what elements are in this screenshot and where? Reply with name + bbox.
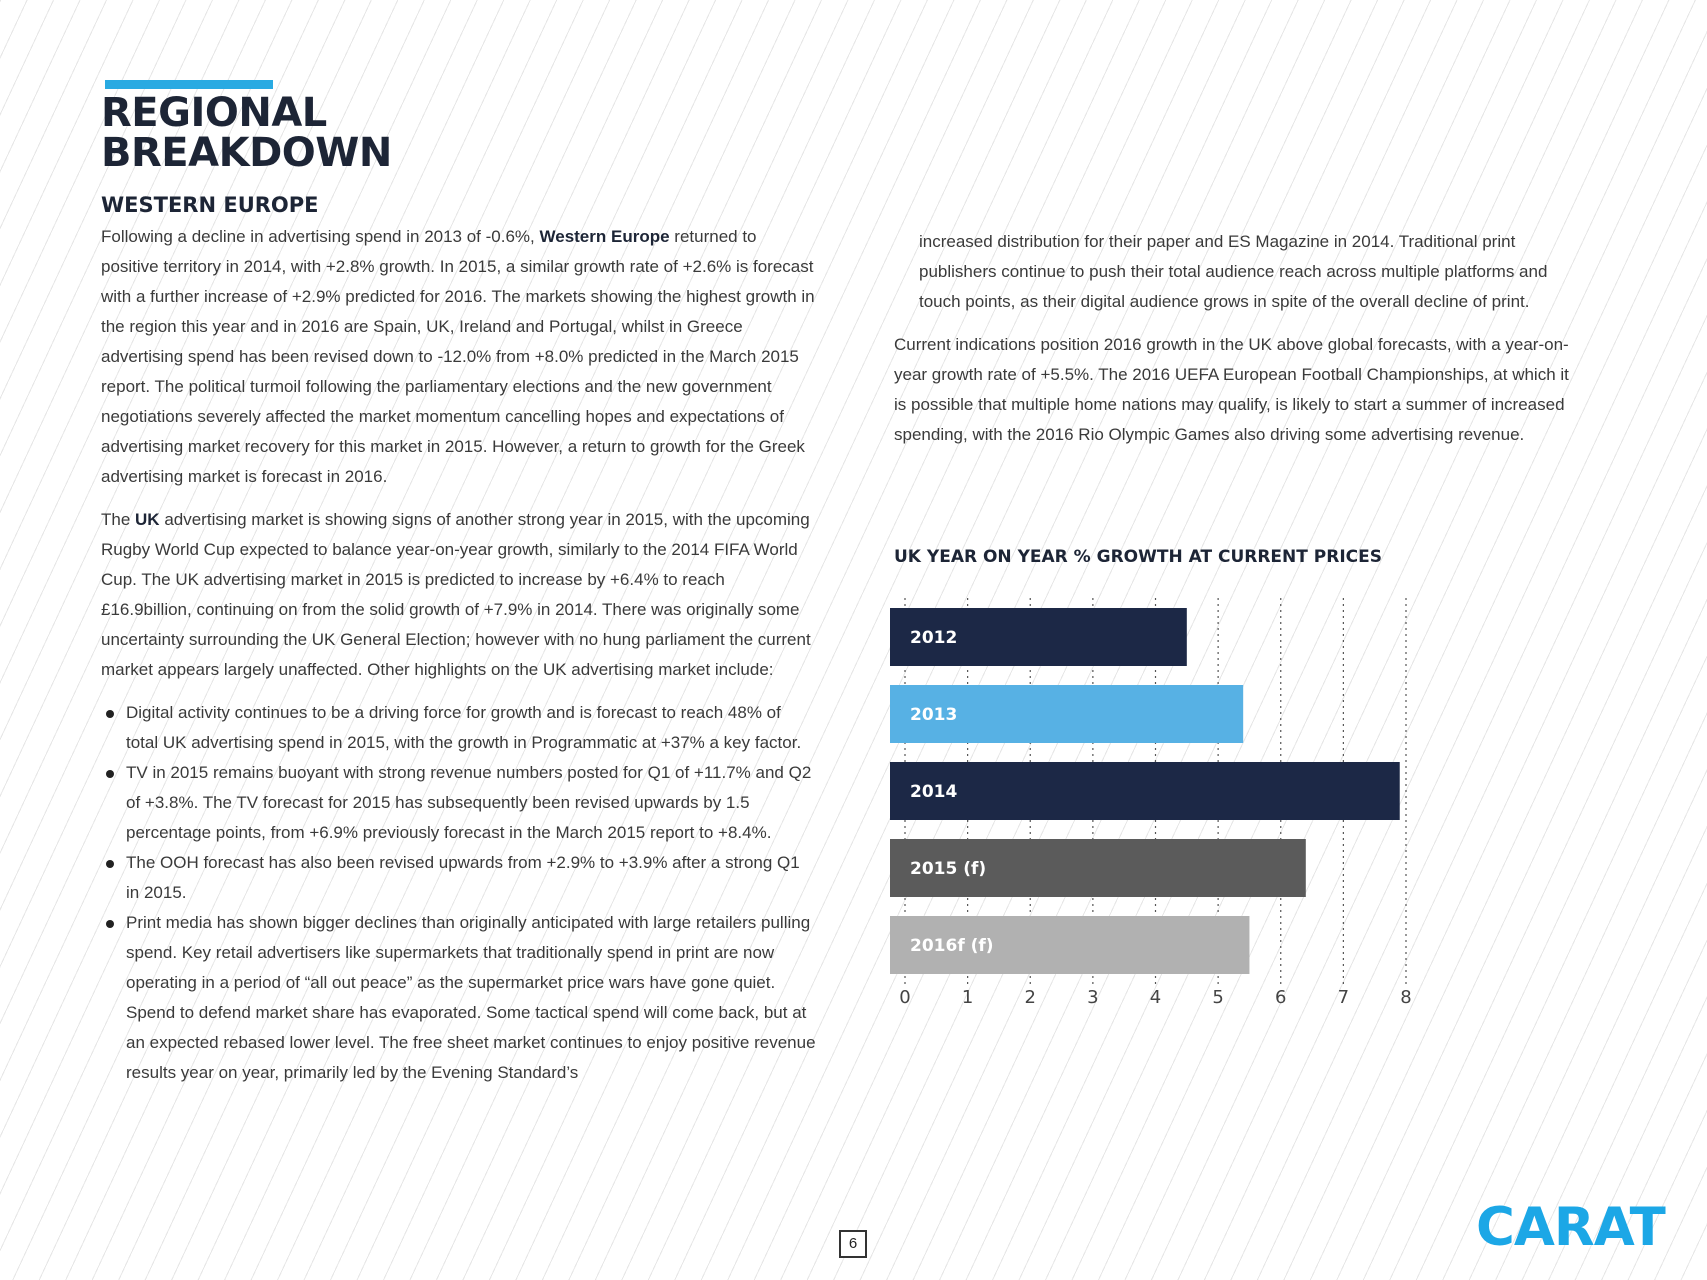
bar-label: 2015 (f) (910, 859, 987, 879)
uk-text-start: The (101, 510, 136, 529)
bar (890, 762, 1400, 820)
page-title-line-2: BREAKDOWN (101, 130, 392, 176)
bar-label: 2013 (910, 705, 958, 725)
section-heading: WESTERN EUROPE (101, 193, 319, 217)
list-item: Print media has shown bigger declines than originally anticipated with large retailers pulling spend. Key retail advertisers like supermarkets that traditionally spend in print are now operating in a period of “all out peace” as the supermarket price wars have gone quiet. Spend to defend market share has evaporated. Some tactical spend will come back, but at an expected rebased lower level. The free sheet market continues to enjoy positive revenue results year on year, primarily led by the Evening Standard’s (101, 908, 816, 1088)
page-title (101, 90, 392, 176)
intro-paragraph (101, 222, 816, 492)
chart-title: UK YEAR ON YEAR % GROWTH AT CURRENT PRICES (894, 547, 1382, 567)
intro-text-start: Following a decline in advertising spend in 2013 of -0.6%, (101, 227, 540, 246)
bar-label: 2012 (910, 628, 958, 648)
x-tick-label: 5 (1212, 987, 1224, 1008)
intro-text-rest: returned to positive territory in 2014, with +2.8% growth. In 2015, a similar growth rate of +2.6% is forecast with a further increase of +2.9% predicted for 2016. The markets showing the highest growth in the region this year and in 2016 are Spain, UK, Ireland and Portugal, whilst in Greece advertising spend has been revised down to -12.0% from +8.0% predicted in the March 2015 report. The political turmoil following the parliamentary elections and the new government negotiations severely affected the market momentum cancelling hopes and expectations of advertising market recovery for this market in 2015. However, a return to growth for the Greek advertising market is forecast in 2016. (101, 227, 815, 486)
list-item: Digital activity continues to be a driving force for growth and is forecast to reach 48% of total UK advertising spend in 2015, with the growth in Programmatic at +37% a key factor. (101, 698, 816, 758)
title-accent-bar (105, 80, 273, 89)
page-title-line-1: REGIONAL (101, 90, 327, 136)
x-tick-label: 0 (899, 987, 911, 1008)
x-tick-label: 7 (1337, 987, 1350, 1008)
x-tick-label: 6 (1275, 987, 1287, 1008)
list-item: TV in 2015 remains buoyant with strong revenue numbers posted for Q1 of +11.7% and Q2 of +3.8%. The TV forecast for 2015 has subsequently been revised upwards by 1.5 percentage points, from +6.9% previously forecast in the March 2015 report to +8.4%. (101, 758, 816, 848)
bar-label: 2016f (f) (910, 936, 994, 956)
x-tick-label: 2 (1024, 987, 1036, 1008)
uk-growth-bar-chart (880, 590, 1440, 1010)
x-tick-label: 8 (1400, 987, 1412, 1008)
right-column (894, 227, 1584, 463)
uk-text-rest: advertising market is showing signs of another strong year in 2015, with the upcoming Rugby World Cup expected to balance year-on-year growth, similarly to the 2014 FIFA World Cup. The UK advertising market in 2015 is predicted to increase by +6.4% to reach £16.9billion, continuing on from the solid growth of +7.9% in 2014. There was originally some uncertainty surrounding the UK General Election; however with no hung parliament the current market appears largely unaffected. Other highlights on the UK advertising market include: (101, 510, 811, 679)
bar-label: 2014 (910, 782, 958, 802)
carat-logo: CARAT (1476, 1197, 1665, 1258)
page-number: 6 (839, 1230, 867, 1258)
uk-paragraph (101, 505, 816, 685)
x-tick-label: 4 (1149, 987, 1162, 1008)
forecast-paragraph: Current indications position 2016 growth in the UK above global forecasts, with a year-on-year growth rate of +5.5%. The 2016 UEFA European Football Championships, at which it is possible that multiple home nations may qualify, is likely to start a summer of increased spending, with the 2016 Rio Olympic Games also driving some advertising revenue. (894, 335, 1569, 444)
uk-bold-term: UK (135, 510, 160, 529)
continued-bullet-text: increased distribution for their paper and ES Magazine in 2014. Traditional print publishers continue to push their total audience reach across multiple platforms and touch points, as their digital audience grows in spite of the overall decline of print. (919, 232, 1548, 311)
intro-bold-term: Western Europe (539, 227, 670, 246)
list-item: The OOH forecast has also been revised upwards from +2.9% to +3.9% after a strong Q1 in 2015. (101, 848, 816, 908)
left-column (101, 222, 816, 1088)
highlights-list (101, 698, 816, 1088)
x-tick-label: 3 (1087, 987, 1099, 1008)
x-tick-label: 1 (961, 987, 974, 1008)
